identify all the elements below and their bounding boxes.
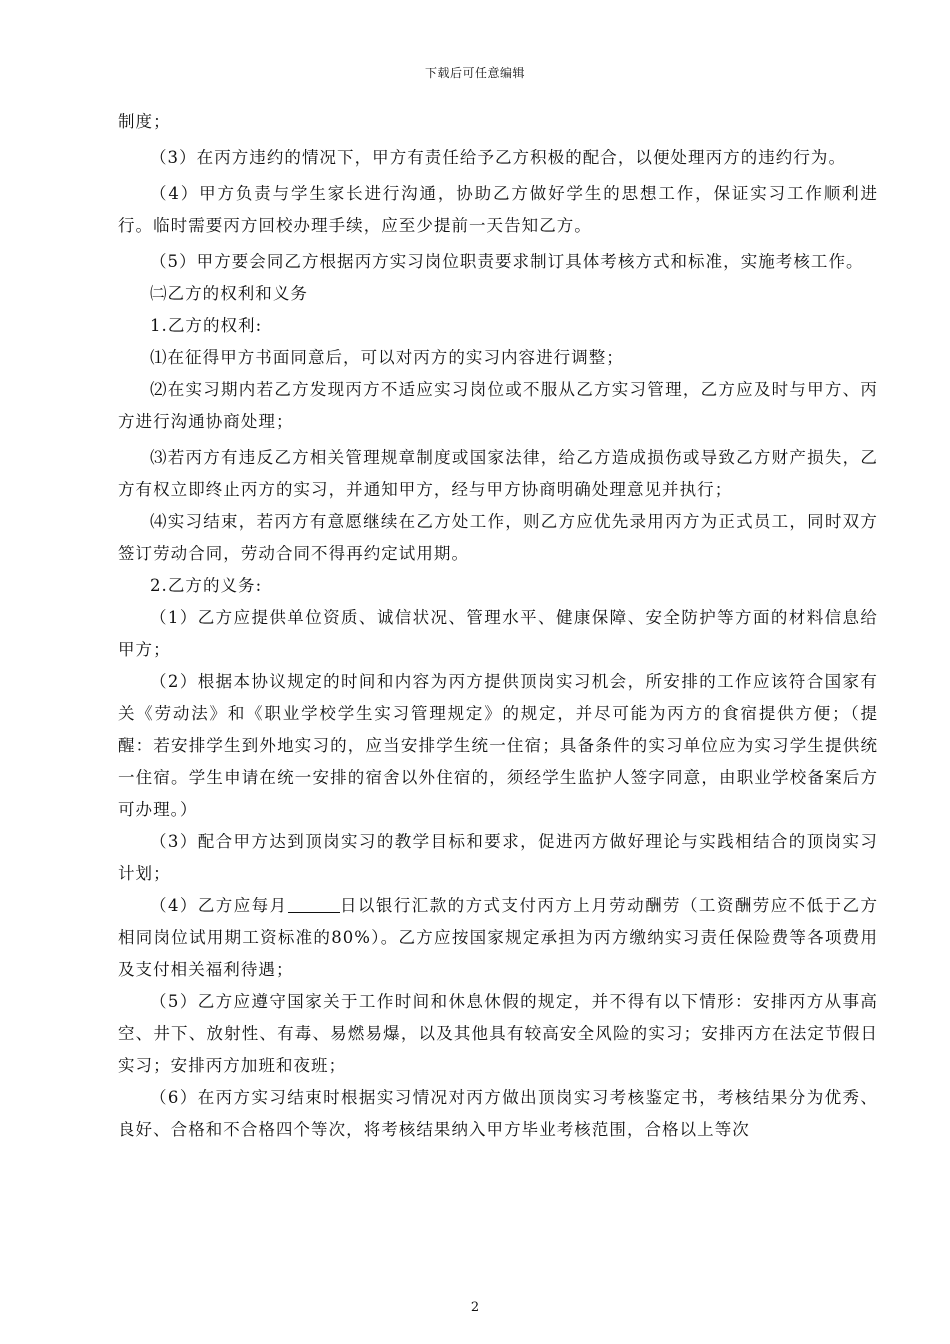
paragraph: 制度； bbox=[118, 112, 171, 131]
paragraph: （4）甲方负责与学生家长进行沟通，协助乙方做好学生的思想工作，保证实习工作顺利进行。临时需要丙方回校办理手续，应至少提前一天告知乙方。 bbox=[118, 184, 878, 235]
paragraph: （5）甲方要会同乙方根据丙方实习岗位职责要求制订具体考核方式和标准，实施考核工作。 bbox=[150, 252, 864, 271]
paragraph: （1）乙方应提供单位资质、诚信状况、管理水平、健康保障、安全防护等方面的材料信息给甲方； bbox=[118, 608, 878, 659]
paragraph: （5）乙方应遵守国家关于工作时间和休息休假的规定，并不得有以下情形：安排丙方从事高空、井下、放射性、有毒、易燃易爆，以及其他具有较高安全风险的实习；安排丙方在法定节假日实习；安排丙方加班和夜班； bbox=[118, 992, 878, 1075]
paragraph: ⑷实习结束，若丙方有意愿继续在乙方处工作，则乙方应优先录用丙方为正式员工，同时双方签订劳动合同，劳动合同不得再约定试用期。 bbox=[118, 512, 878, 563]
paragraph: （3）配合甲方达到顶岗实习的教学目标和要求，促进丙方做好理论与实践相结合的顶岗实习计划； bbox=[118, 832, 878, 883]
page-number: 2 bbox=[470, 1300, 480, 1315]
paragraph-text-before-blank: （4）乙方应每月 bbox=[150, 896, 288, 915]
paragraph: ⑶若丙方有违反乙方相关管理规章制度或国家法律，给乙方造成损伤或导致乙方财产损失，乙方有权立即终止丙方的实习，并通知甲方，经与甲方协商明确处理意见并执行； bbox=[118, 448, 878, 499]
paragraph: （6）在丙方实习结束时根据实习情况对丙方做出顶岗实习考核鉴定书，考核结果分为优秀、良好、合格和不合格四个等次，将考核结果纳入甲方毕业考核范围，合格以上等次 bbox=[118, 1088, 878, 1139]
page-header: 下载后可任意编辑 bbox=[424, 66, 525, 80]
paragraph: ⑴在征得甲方书面同意后，可以对丙方的实习内容进行调整； bbox=[150, 348, 624, 367]
subsection-heading: 1.乙方的权利: bbox=[150, 316, 263, 335]
paragraph-with-blank bbox=[118, 890, 878, 986]
subsection-heading: 2.乙方的义务: bbox=[150, 576, 263, 595]
paragraph-text-after-blank: 日以银行汇款的方式支付丙方上月劳动酬劳（工资酬劳应不低于乙方相同岗位试用期工资标准的80%）。乙方应按国家规定承担为丙方缴纳实习责任保险费等各项费用及支付相关福利待遇； bbox=[118, 896, 878, 979]
document-body bbox=[118, 106, 878, 1146]
paragraph: ⑵在实习期内若乙方发现丙方不适应实习岗位或不服从乙方实习管理，乙方应及时与甲方、丙方进行沟通协商处理； bbox=[118, 380, 878, 431]
paragraph: （3）在丙方违约的情况下，甲方有责任给予乙方积极的配合，以便处理丙方的违约行为。 bbox=[150, 148, 846, 167]
paragraph: （2）根据本协议规定的时间和内容为丙方提供顶岗实习机会，所安排的工作应该符合国家有关《劳动法》和《职业学校学生实习管理规定》的规定，并尽可能为丙方的食宿提供方便；（提醒：若安排学生到外地实习的，应当安排学生统一住宿；具备条件的实习单位应为实习学生提供统一住宿。学生申请在统一安排的宿舍以外住宿的，须经学生监护人签字同意，由职业学校备案后方可办理。） bbox=[118, 672, 878, 819]
section-heading: ㈡乙方的权利和义务 bbox=[150, 284, 308, 303]
fill-in-blank bbox=[288, 896, 340, 913]
